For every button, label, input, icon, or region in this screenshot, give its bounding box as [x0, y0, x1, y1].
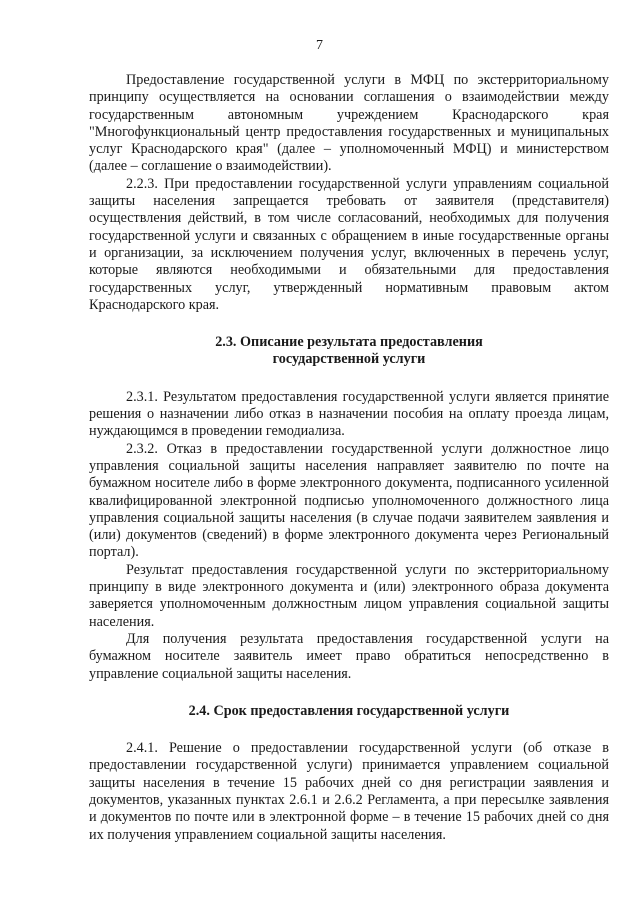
- paragraph-2-3-2: 2.3.2. Отказ в предоставлении государственной услуги должностное лицо управления социальной защиты населения направляет заявителю по почте на бумажном носителе либо в форме электронного документа, подписанного усиленной квалифицированной электронной подписью уполномоченного должностного лица управления социальной защиты населения (в случае подачи заявителем заявления и (или) документов (сведений) в форме электронного документа через Региональный портал).: [89, 440, 609, 561]
- section-heading-2-4: [89, 703, 609, 720]
- paragraph-mfc-agreement: Предоставление государственной услуги в МФЦ по экстерриториальному принципу осуществляется на основании соглашения о взаимодействии между государственным автономным учреждением Краснодарского края "Многофункциональный центр предоставления государственных и муниципальных услуг Краснодарского края" (далее – уполномоченный МФЦ) и министерством (далее – соглашение о взаимодействии).: [89, 72, 609, 175]
- paragraph-extraterritorial-result: Результат предоставления государственной услуги по экстерриториальному принципу в виде электронного документа и (или) электронного образа документа заверяется уполномоченным должностным лицом управления социальной защиты населения.: [89, 561, 609, 630]
- document-body: [89, 72, 609, 844]
- paragraph-2-2-3: 2.2.3. При предоставлении государственной услуги управлениям социальной защиты населения запрещается требовать от заявителя (представителя) осуществления действий, в том числе согласований, необходимых для получения государственной услуги и связанных с обращением в иные государственные органы и организации, за исключением получения услуг, включенных в перечень услуг, которые являются необходимыми и обязательными для предоставления государственных услуг, утвержденный нормативным правовым актом Краснодарского края.: [89, 175, 609, 313]
- section-heading-2-3-line-1: 2.3. Описание результата предоставления: [215, 334, 483, 351]
- paragraph-paper-result: Для получения результата предоставления государственной услуги на бумажном носителе заявитель имеет право обратиться непосредственно в управление социальной защиты населения.: [89, 630, 609, 682]
- section-heading-2-4-line-1: 2.4. Срок предоставления государственной услуги: [188, 702, 510, 719]
- paragraph-2-4-1: 2.4.1. Решение о предоставлении государственной услуги (об отказе в предоставлении государственной услуги) принимается управлением социальной защиты населения в течение 15 рабочих дней со дня регистрации заявления и документов, указанных пунктах 2.6.1 и 2.6.2 Регламента, а при пересылке заявления и документов по почте или в электронной форме – в течение 15 рабочих дней со дня их получения управлением социальной защиты населения.: [89, 740, 609, 843]
- section-heading-2-3-line-2: государственной услуги: [272, 351, 426, 368]
- section-heading-2-3: [89, 334, 609, 369]
- paragraph-2-3-1: 2.3.1. Результатом предоставления государственной услуги является принятие решения о назначении либо отказ в назначении пособия на оплату проезда лицам, нуждающимся в проведении гемодиализа.: [89, 388, 609, 440]
- page-number: 7: [316, 38, 323, 53]
